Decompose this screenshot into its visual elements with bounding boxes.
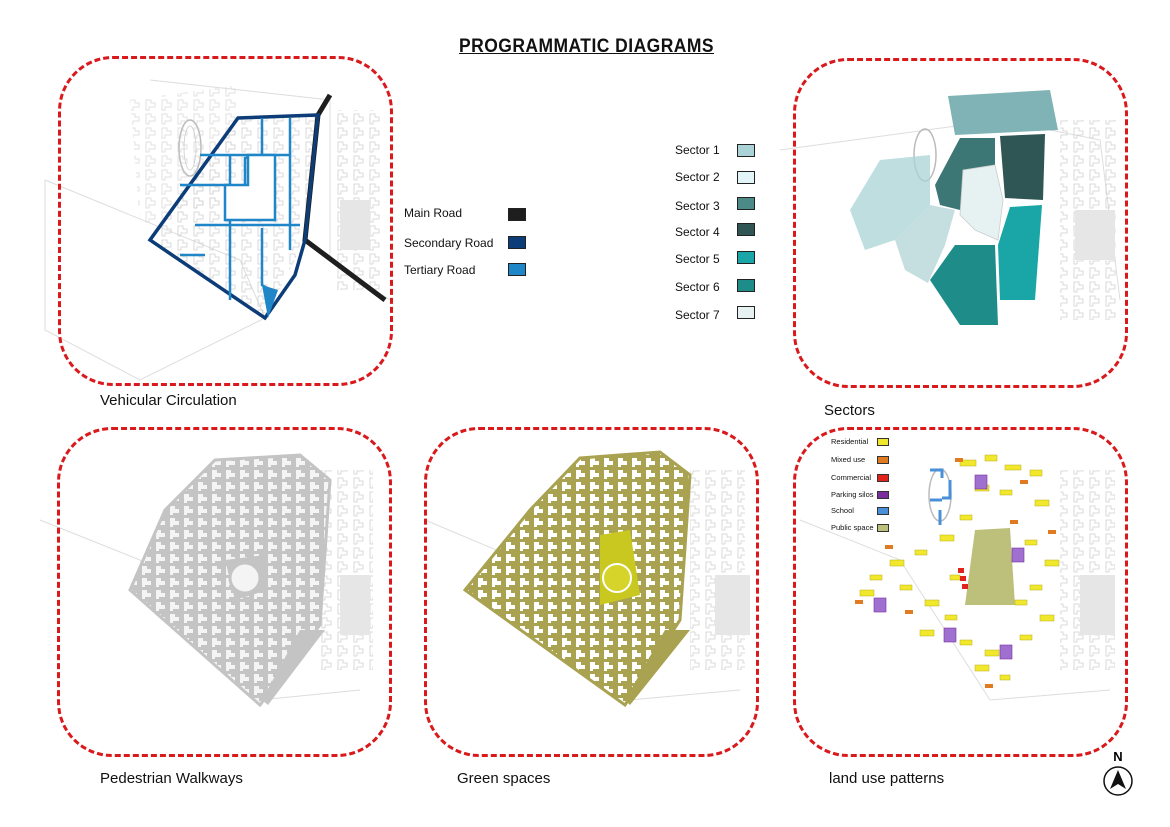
legend-item-sector-1	[675, 143, 720, 157]
caption-vehicular: Vehicular Circulation	[100, 392, 237, 409]
legend-label: Sector 3	[675, 199, 720, 213]
legend-label: Parking silos	[831, 490, 874, 499]
caption-pedestrian: Pedestrian Walkways	[100, 770, 243, 787]
legend-item-sector-5	[675, 252, 720, 266]
caption-landuse: land use patterns	[829, 770, 945, 787]
legend-item-secondary-road	[404, 236, 493, 250]
legend-label: Sector 1	[675, 143, 720, 157]
legend-item-sector-4	[675, 225, 720, 239]
legend-label: Secondary Road	[404, 236, 494, 250]
legend-item-sector-7	[675, 308, 720, 322]
road-legend	[404, 206, 534, 286]
legend-swatch-sector-5	[737, 251, 755, 264]
legend-swatch-public-space	[877, 524, 889, 532]
legend-label: Residential	[831, 437, 869, 446]
caption-sectors: Sectors	[824, 402, 875, 419]
legend-item-sector-3	[675, 199, 720, 213]
legend-label: Sector 7	[675, 308, 720, 322]
legend-swatch-main-road	[508, 208, 526, 221]
legend-swatch-sector-2	[737, 171, 755, 184]
legend-swatch-parking-silos	[877, 491, 889, 499]
legend-label: Sector 4	[675, 225, 720, 239]
legend-label: Sector 2	[675, 170, 720, 184]
legend-item-sector-2	[675, 170, 720, 184]
legend-swatch-mixed-use	[877, 456, 889, 464]
legend-swatch-sector-1	[737, 144, 755, 157]
legend-swatch-residential	[877, 438, 889, 446]
page-title: PROGRAMMATIC DIAGRAMS	[459, 36, 715, 57]
legend-swatch-secondary-road	[508, 236, 526, 249]
caption-green: Green spaces	[457, 770, 551, 787]
legend-swatch-commercial	[877, 474, 889, 482]
green-panel	[424, 427, 759, 757]
legend-label: School	[831, 506, 854, 515]
pedestrian-panel	[57, 427, 392, 757]
legend-swatch-sector-6	[737, 279, 755, 292]
legend-swatch-school	[877, 507, 889, 515]
legend-label: Tertiary Road	[404, 263, 476, 277]
legend-label: Public space	[831, 523, 874, 532]
sectors-panel	[793, 58, 1128, 388]
legend-label: Sector 6	[675, 280, 720, 294]
legend-item-tertiary-road	[404, 263, 475, 277]
legend-item-main-road	[404, 206, 462, 220]
legend-label: Main Road	[404, 206, 463, 220]
legend-label: Sector 5	[675, 252, 720, 266]
legend-item-sector-6	[675, 280, 720, 294]
legend-label: Mixed use	[831, 455, 866, 464]
legend-swatch-sector-7	[737, 306, 755, 319]
landuse-legend	[831, 437, 901, 537]
legend-swatch-sector-4	[737, 223, 755, 236]
legend-swatch-sector-3	[737, 197, 755, 210]
north-label: N	[1113, 749, 1123, 764]
legend-swatch-tertiary-road	[508, 263, 526, 276]
sector-legend	[675, 143, 765, 323]
legend-label: Commercial	[831, 473, 872, 482]
north-arrow	[1102, 749, 1134, 804]
vehicular-panel	[58, 56, 393, 386]
